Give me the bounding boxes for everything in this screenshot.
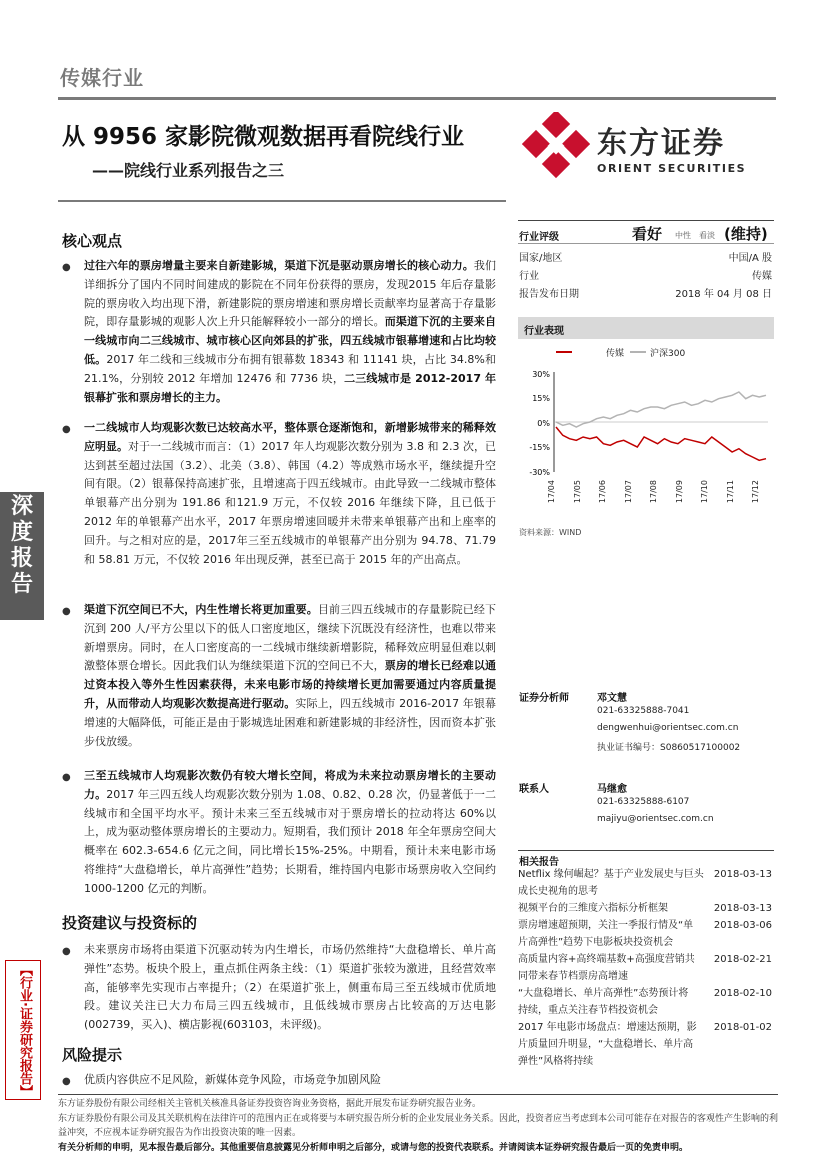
contact-name: 马继愈	[597, 784, 627, 795]
x-tick-label: 17/11	[726, 480, 735, 504]
related-report-item[interactable]	[518, 866, 774, 900]
footer-rule	[58, 1094, 778, 1095]
body-text: 目前三四五线城市的存量影院已经下沉到 200 人/平方公里以下的低人口密度地区，继续下沉既没有经济性，也难以带来新增票房。同时，在人口密度高的一二线城市继续新增影院，稀释效应明显但难以刺激整体票仓增长。因此我们认为继续渠道下沉的空间已不大，	[84, 603, 497, 673]
bullet-icon: ●	[62, 772, 71, 783]
analyst-name: 邓文慧	[597, 693, 627, 704]
bold-text: 过往六年的票房增量主要来自新建影城，渠道下沉是驱动票房增长的核心动力。	[84, 259, 474, 272]
title-divider	[58, 200, 506, 202]
report-subtitle: ——院线行业系列报告之三	[92, 161, 285, 180]
invest-heading: 投资建议与投资标的	[62, 914, 198, 932]
logo-mark-icon	[522, 112, 590, 180]
info-key: 行业	[519, 271, 539, 282]
related-report-date: 2018-01-02	[713, 1022, 772, 1033]
x-tick-label: 17/06	[598, 480, 607, 504]
analyst-email[interactable]: dengwenhui@orientsec.com.cn	[597, 723, 739, 733]
info-key: 国家/地区	[519, 253, 563, 264]
x-tick-label: 17/08	[649, 480, 658, 504]
related-report-item[interactable]	[518, 917, 774, 951]
report-title: 从 9956 家影院微观数据再看院线行业	[62, 124, 465, 150]
analyst-label: 证券分析师	[519, 693, 569, 704]
bullet-icon: ●	[62, 606, 71, 617]
related-report-date: 2018-03-13	[713, 869, 772, 880]
y-tick-label: 30%	[532, 370, 550, 379]
top-divider	[58, 97, 776, 100]
related-report-date: 2018-03-06	[713, 920, 772, 931]
related-report-title: 持续，重点关注春节档投资机会	[518, 1005, 658, 1016]
related-report-date: 2018-03-13	[713, 903, 772, 914]
x-tick-label: 17/07	[624, 480, 633, 504]
info-key: 报告发布日期	[519, 289, 579, 300]
rating-top-rule	[518, 220, 774, 221]
related-report-title: 同带来春节档票房高增速	[518, 971, 628, 982]
y-tick-label: 15%	[532, 394, 550, 403]
related-report-date: 2018-02-21	[713, 954, 772, 965]
rating-maintain: (维持)	[724, 225, 768, 243]
bold-text: 三至五线城市人均观影次数仍有较大增长空间，将成为未来拉动票房增长的主要动力。	[84, 769, 496, 801]
sector-label: 传媒行业	[60, 66, 144, 90]
info-value: 传媒	[752, 271, 772, 282]
bullet-icon: ●	[62, 946, 71, 957]
rating-neutral: 中性	[675, 231, 691, 240]
bold-text: 渠道下沉空间已不大，内生性增长将更加重要。	[84, 603, 318, 616]
related-report-title: 票房增速超预期，关注一季报行情及“单	[518, 920, 694, 931]
logo-text-cn: 东方证券	[597, 126, 725, 161]
related-report-item[interactable]	[518, 951, 774, 985]
series-line-media	[556, 427, 766, 460]
chart-title: 行业表现	[524, 326, 564, 337]
related-report-title: 视频平台的三维度六指标分析框架	[518, 903, 668, 914]
related-heading: 相关报告	[519, 857, 559, 868]
core-paragraph-1	[84, 257, 496, 407]
related-report-title: 片高弹性”趋势下电影板块投资机会	[518, 937, 674, 948]
bold-text: 票房的增长已经难以通过资本投入等外生性因素获得，未来电影市场的持续增长更加需要通过内容质量提升，从而带动人均观影次数提高进行驱动。	[84, 659, 496, 710]
core-paragraph-3	[84, 601, 496, 751]
risk-paragraph: 优质内容供应不足风险，新媒体竞争风险，市场竞争加剧风险	[84, 1073, 381, 1086]
legend-label: 传媒	[606, 349, 625, 359]
contact-label: 联系人	[519, 784, 549, 795]
related-report-title: 高质量内容+高终端基数+高强度营销共	[518, 954, 695, 965]
tab-char: 度	[10, 520, 33, 545]
x-tick-label: 17/09	[675, 480, 684, 504]
x-tick-label: 17/05	[573, 480, 582, 504]
x-tick-label: 17/10	[700, 480, 709, 504]
bullet-icon: ●	[62, 262, 71, 273]
related-report-title: 2017 年电影市场盘点：增速达预期，影	[518, 1022, 697, 1033]
body-text: 我们详细拆分了国内不同时间建成的影院在不同年份获得的票房，发现2015 年后存量影院的票房收入均出现下滑，新建影院的票房增速和票房增长贡献率均显著高于存量影院，即存量影城的观影人次上升只能解释较小一部分的增长。	[84, 259, 496, 329]
rating-label: 行业评级	[519, 232, 559, 243]
invest-paragraph: 未来票房市场将由渠道下沉驱动转为内生增长，市场仍然维持“大盘稳增长、单片高弹性”态势。板块个股上，重点抓住两条主线：（1）渠道扩张较为激进，且经营效率高，能够率先实现市占率提升；（2）在渠道扩张上，侧重布局三至五线城市优质地段。建议关注已大力布局三四五线城市，且低线城市票房占比较高的万达电影(002739，买入)、横店影视(603103，未评级)。	[84, 943, 496, 1032]
body-text: 对于一二线城市而言：（1）2017 年人均观影次数分别为 3.8 和 2.3 次，已达到甚至超过法国（3.2）、北美（3.8）、韩国（4.2）等成熟市场水平，继续提升空间有限。（2）银幕保持高速扩张，且增速高于四五线城市。由此导致一二线城市整体单银幕产出分别为 191.86 和121.9 万元，不仅较 2016 年继续下降，且已低于 2012 年的单银幕产出水平，2017 年票房增速回暖并未带来单银幕产出和上座率的回升。与之相对应的是，2017年三至五线城市的单银幕产出分别为 94.78、71.79 和 58.81 万元，不仅较 2016 年出现反弹，甚至已高于 2015 年的产出高点。	[84, 439, 497, 566]
core-paragraph-2	[84, 419, 496, 569]
related-report-item[interactable]	[518, 900, 774, 917]
rating-bearish: 看淡	[699, 231, 715, 240]
footer-disclaimer-2: 东方证券股份有限公司及其关联机构在法律许可的范围内正在或将要与本研究报告所分析的企业发展业务关系。因此，投资者应当考虑到本公司可能存在对报告的客观性产生影响的利益冲突，不应视本证券研究报告为作出投资决策的唯一因素。	[58, 1114, 779, 1138]
related-report-title: Netflix 缘何崛起？基于产业发展史与巨头	[518, 869, 704, 880]
contact-phone: 021-63325888-6107	[597, 797, 690, 807]
y-tick-label: 0%	[537, 419, 550, 428]
x-tick-label: 17/12	[751, 480, 760, 504]
bold-text: 而渠道下沉的主要来自一线城市向二三线城市、城市核心区向郊县的扩张，四五线城市银幕增速和占比均较低。	[84, 315, 496, 366]
related-report-title: 成长史视角的思考	[518, 886, 598, 897]
related-report-title: 弹性”风格将持续	[518, 1056, 594, 1067]
rating-divider	[518, 243, 774, 244]
related-report-date: 2018-02-10	[713, 988, 772, 999]
core-heading: 核心观点	[62, 232, 123, 250]
logo-text-en: ORIENT SECURITIES	[597, 162, 747, 175]
related-report-title: “大盘稳增长、单片高弹性”态势预计将	[518, 988, 689, 999]
related-top-rule	[518, 850, 774, 851]
analyst-cert: 执业证书编号：S0860517100002	[597, 743, 741, 753]
contact-email[interactable]: majiyu@orientsec.com.cn	[597, 814, 714, 824]
body-text: 2017 年三四五线人均观影次数分别为 1.08、0.82、0.28 次，仍显著低于一二线城市和全国平均水平。预计未来三至五线城市对于票房增长的拉动将达 60%以上，成为驱动整体票房增长的主要动力。短期看，我们预计 2018 年全年票房空间大概率在 602.3-654.6 亿元之间，同比增长15%-25%。中期看，预计未来电影市场将维持“大盘稳增长，单片高弹性”趋势；长期看，维持国内电影市场票房收入空间约 1000-1200 亿元的判断。	[84, 787, 496, 895]
report-type-tab	[0, 492, 44, 620]
risk-heading: 风险提示	[62, 1046, 123, 1064]
footer-disclaimer-3: 有关分析师的申明，见本报告最后部分。其他重要信息披露见分析师申明之后部分，或请与您的投资代表联系。并请阅读本证券研究报告最后一页的免责申明。	[58, 1143, 689, 1153]
chart-source: 资料来源：WIND	[519, 528, 582, 537]
info-value: 2018 年 04 月 08 日	[675, 289, 772, 300]
analyst-phone: 021-63325888-7041	[597, 706, 690, 716]
related-report-title: 片质量回升明显，“大盘稳增长、单片高	[518, 1039, 694, 1050]
footer-disclaimer-1: 东方证券股份有限公司经相关主管机关核准具备证券投资咨询业务资格，据此开展发布证券研究报告业务。	[58, 1099, 482, 1109]
y-tick-label: -15%	[529, 443, 550, 452]
bullet-icon: ●	[62, 424, 71, 435]
y-tick-label: -30%	[529, 468, 550, 477]
info-value: 中国/A 股	[728, 253, 772, 264]
core-paragraph-4	[84, 767, 496, 899]
tab-char: 告	[10, 572, 33, 597]
company-logo	[522, 112, 778, 182]
related-report-item[interactable]	[518, 1019, 774, 1070]
tab-char: 报	[10, 546, 33, 571]
body-text: 实际上，四五线城市 2016-2017 年银幕增速的大幅降低，可能正是由于影城选址困难和新建影城的非经济性，因而资本扩张步伐放缓。	[84, 696, 497, 748]
bullet-icon: ●	[62, 1076, 71, 1087]
rating-main: 看好	[632, 225, 663, 243]
bold-text: 二三线城市是 2012-2017 年银幕扩张和票房增长的主力。	[84, 371, 496, 404]
report-category-tab: 【行业·证券研究报告】	[5, 960, 41, 1100]
body-text: 2017 年二线和三线城市分布拥有银幕数 18343 和 11141 块，占比 34.8%和 21.1%，分别较 2012 年增加 12476 和 7736 块，	[84, 352, 497, 385]
industry-performance-chart	[518, 342, 774, 518]
x-tick-label: 17/04	[547, 480, 556, 504]
tab-char: 深	[10, 494, 33, 519]
bold-text: 一二线城市人均观影次数已达较高水平，整体票仓逐渐饱和，新增影城带来的稀释效应明显。	[84, 421, 496, 453]
related-report-item[interactable]	[518, 985, 774, 1019]
legend-label: 沪深300	[650, 349, 686, 359]
